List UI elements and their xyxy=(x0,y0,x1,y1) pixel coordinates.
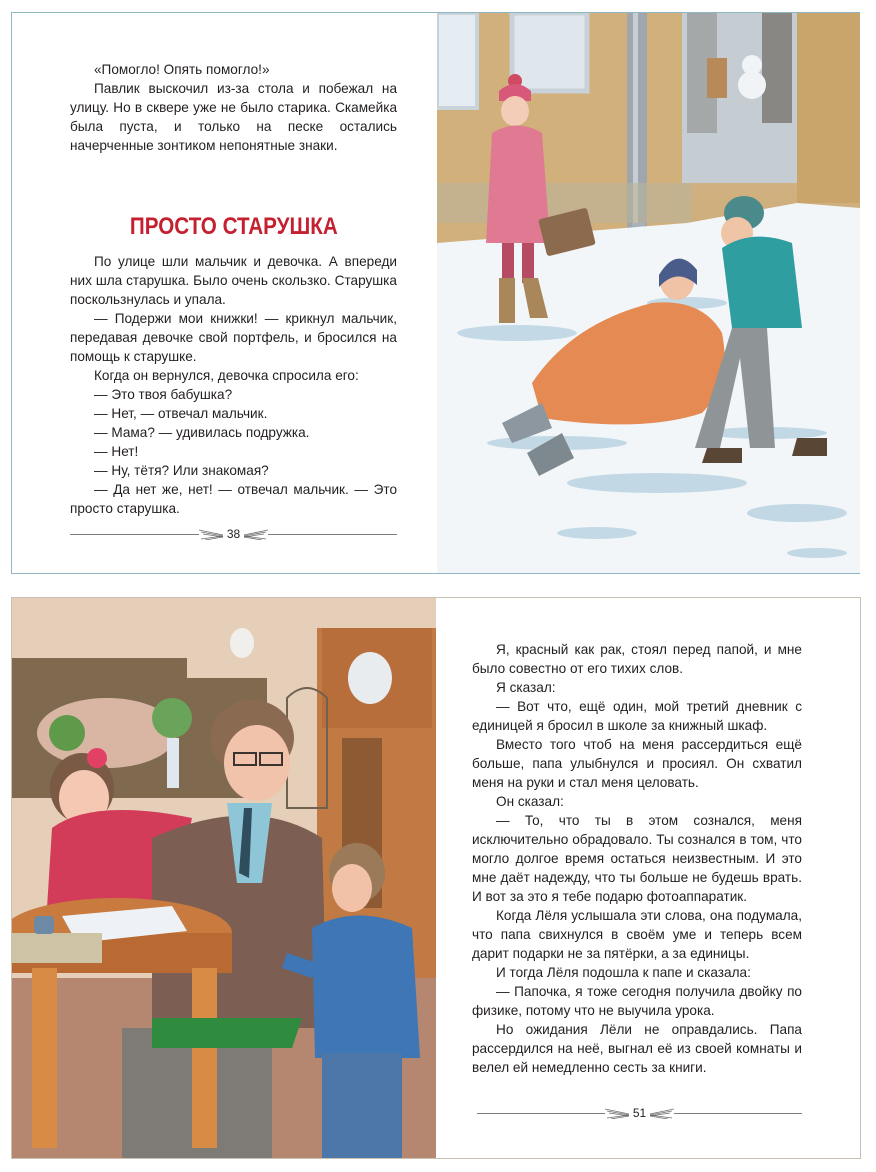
chapter-text xyxy=(70,252,397,518)
paragraph: — Нет, — отвечал мальчик. xyxy=(94,406,268,421)
page-number: 51 xyxy=(632,1106,647,1120)
paragraph: — Вот что, ещё один, мой третий дневник с единицей я бросил в школе за книжный шкаф. xyxy=(472,699,802,733)
paragraph: Но ожидания Лёли не оправдались. Папа рассердился на неё, выгнал её из своей комнаты и велел ей немедленно сесть за книги. xyxy=(472,1022,802,1075)
paragraph: — Это твоя бабушка? xyxy=(94,387,233,402)
footer-rule xyxy=(70,534,199,535)
ornament-left-icon xyxy=(605,1107,629,1119)
paragraph: — Ну, тётя? Или знакомая? xyxy=(94,463,269,478)
paragraph: — Папочка, я тоже сегодня получила двойку по физике, потому что не выучила урока. xyxy=(472,984,802,1018)
page-number: 38 xyxy=(226,527,241,541)
illustration-father-study xyxy=(12,598,436,1158)
ornament-right-icon xyxy=(650,1107,674,1119)
footer-rule xyxy=(268,534,397,535)
book-spread-page-38 xyxy=(11,12,860,574)
paragraph: — То, что ты в этом сознался, меня исключительно обрадовало. Ты сознался в том, что могло долгое время остаться неизвестным. И это мне даёт надежду, что ты больше не будешь врать. И вот за это я тебе подарю фотоаппаратик. xyxy=(472,813,802,904)
paragraph: — Да нет же, нет! — отвечал мальчик. — Это просто старушка. xyxy=(70,482,397,516)
footer-rule xyxy=(674,1113,802,1114)
paragraph: — Нет! xyxy=(94,444,139,459)
illustration-winter-street xyxy=(437,13,860,573)
story-text xyxy=(472,640,802,1077)
ornament-left-icon xyxy=(199,528,223,540)
page-footer xyxy=(477,1106,802,1120)
paragraph: Я сказал: xyxy=(496,680,556,695)
paragraph: — Подержи мои книжки! — крикнул мальчик, передавая девочке свой портфель, и бросился на помощь к старушке. xyxy=(70,311,397,364)
paragraph: Павлик выскочил из-за стола и побежал на улицу. Но в сквере уже не было старика. Скамейка была пуста, и только на песке остались начерченные зонтиком непонятные знаки. xyxy=(70,81,397,153)
winter-scene-image xyxy=(437,13,860,573)
paragraph: И тогда Лёля подошла к папе и сказала: xyxy=(496,965,751,980)
paragraph: — Мама? — удивилась подружка. xyxy=(94,425,310,440)
paragraph: Я, красный как рак, стоял перед папой, и мне было совестно от его тихих слов. xyxy=(472,642,802,676)
intro-text xyxy=(70,60,397,155)
footer-rule xyxy=(477,1113,605,1114)
chapter-title: ПРОСТО СТАРУШКА xyxy=(129,213,338,240)
page-footer xyxy=(70,527,397,541)
book-spread-page-51 xyxy=(11,597,861,1159)
paragraph: По улице шли мальчик и девочка. А впереди них шла старушка. Было очень скользко. Старушка поскользнулась и упала. xyxy=(70,254,397,307)
paragraph: Вместо того чтоб на меня рассердиться ещё больше, папа улыбнулся и просиял. Он схватил меня на руки и стал меня целовать. xyxy=(472,737,802,790)
interior-scene-image xyxy=(12,598,436,1158)
paragraph: Он сказал: xyxy=(496,794,564,809)
ornament-right-icon xyxy=(244,528,268,540)
paragraph: Когда Лёля услышала эти слова, она подумала, что папа свихнулся в своём уме и теперь всем дарит подарки не за пятёрки, а за единицы. xyxy=(472,908,802,961)
paragraph: «Помогло! Опять помогло!» xyxy=(94,62,270,77)
paragraph: Когда он вернулся, девочка спросила его: xyxy=(94,368,359,383)
